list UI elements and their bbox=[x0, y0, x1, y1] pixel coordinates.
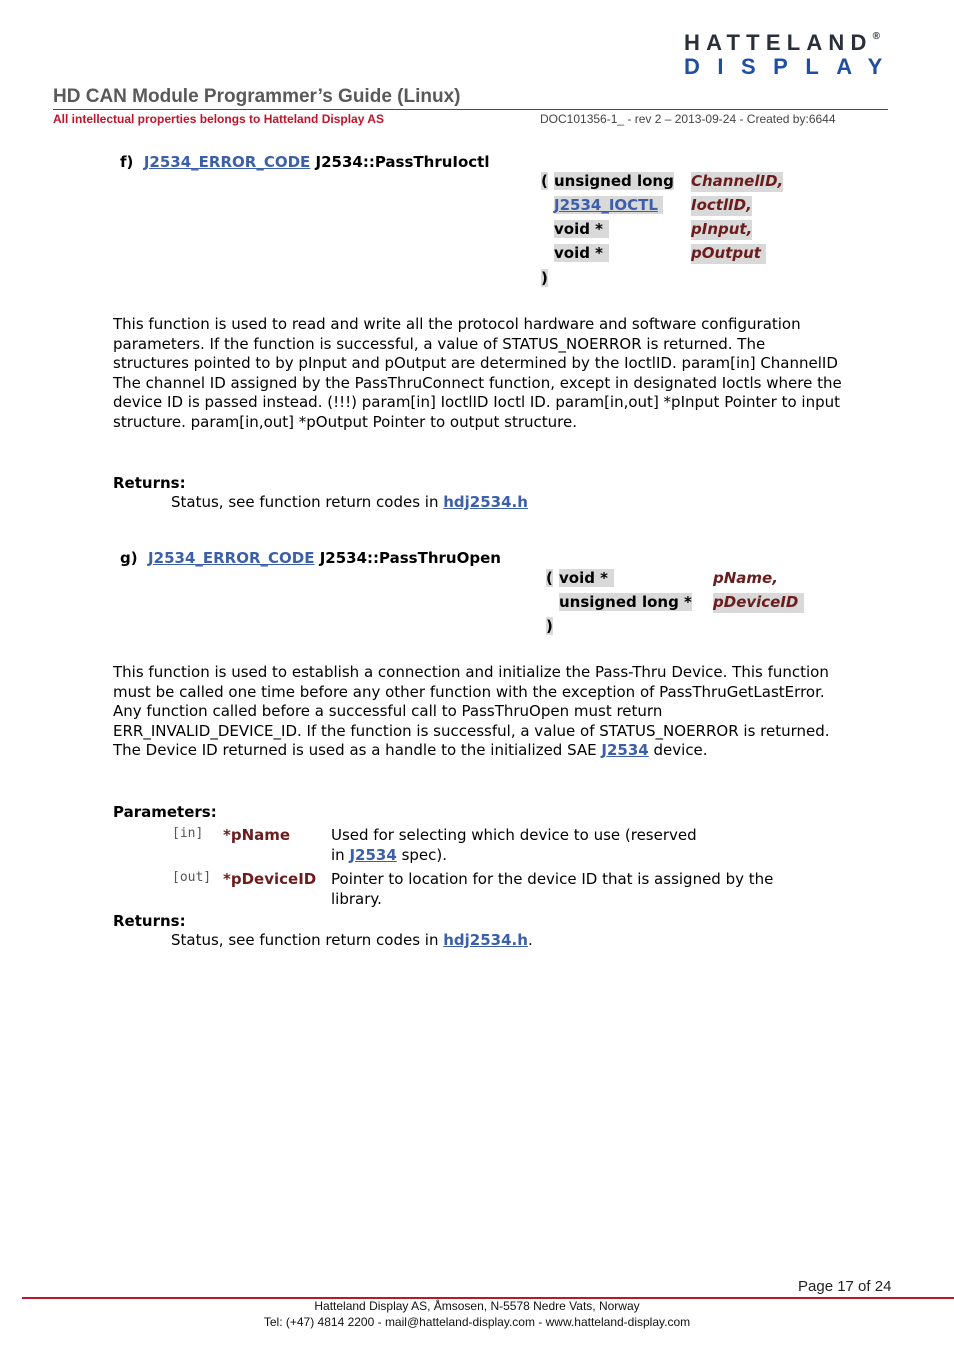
section-f-param-name-1: ChannelID, bbox=[691, 172, 784, 190]
page-number: Page 17 of 24 bbox=[798, 1278, 892, 1295]
section-f-param-type-4: void * bbox=[554, 244, 609, 262]
section-g-marker: g) bbox=[120, 549, 138, 567]
param-dir-in: [in] bbox=[172, 826, 204, 841]
section-g-return-type-link[interactable]: J2534_ERROR_CODE bbox=[148, 549, 315, 567]
section-g-open-paren: ( bbox=[546, 569, 553, 587]
j2534-link[interactable]: J2534 bbox=[601, 741, 649, 759]
param-name-pdeviceid: *pDeviceID bbox=[223, 870, 317, 888]
footer-address: Hatteland Display AS, Åmsosen, N-5578 Nedre Vats, Norway bbox=[314, 1299, 640, 1313]
param-name-pname: *pName bbox=[223, 826, 291, 844]
section-g-param-name-1: pName, bbox=[713, 569, 778, 587]
section-g-description: This function is used to establish a connection and initialize the Pass-Thru Device. This function must be called one time before any other function with the exception of PassThruGetLastError. Any function called before a successful call to PassThruOpen must return ERR_INVALID_DEVICE_ID. If the function is successful, a value of STATUS_NOERROR is returned. The Device ID returned is used as a handle to the initialized SAE J2534 device. bbox=[113, 663, 830, 759]
section-f-param-type-3: void * bbox=[554, 220, 609, 238]
logo-hatteland: HATTELAND® bbox=[684, 30, 880, 55]
param-desc-pdeviceid: Pointer to location for the device ID that is assigned by the library. bbox=[331, 870, 774, 908]
j2534-ioctl-link[interactable]: J2534_IOCTL bbox=[554, 196, 658, 214]
section-f-param-type-2 bbox=[554, 196, 663, 214]
section-g-param-type-1: void * bbox=[559, 569, 614, 587]
section-g-signature bbox=[120, 549, 501, 567]
doc-reference: DOC101356-1_ - rev 2 – 2013-09-24 - Created by:6644 bbox=[540, 112, 836, 126]
section-f-param-name-2: IoctlID, bbox=[691, 196, 752, 214]
document-title: HD CAN Module Programmer’s Guide (Linux) bbox=[53, 86, 461, 107]
section-f-returns-text: Status, see function return codes in hdj2534.h bbox=[171, 493, 528, 511]
param-desc-pname: Used for selecting which device to use (reserved in J2534 spec). bbox=[331, 826, 697, 864]
section-f-return-type-link[interactable]: J2534_ERROR_CODE bbox=[143, 153, 311, 171]
section-g-param-name-2: pDeviceID bbox=[713, 593, 804, 613]
section-g-param-type-2: unsigned long * bbox=[559, 593, 692, 611]
header-rule bbox=[53, 109, 888, 110]
hdj2534-link-2[interactable]: hdj2534.h bbox=[443, 931, 528, 949]
section-g-close-paren: ) bbox=[546, 617, 553, 635]
section-f-signature bbox=[120, 153, 490, 171]
section-f-close-paren: ) bbox=[541, 269, 548, 287]
section-g-returns-text: Status, see function return codes in hdj2534.h. bbox=[171, 931, 533, 949]
ip-notice: All intellectual properties belongs to Hatteland Display AS bbox=[53, 112, 384, 126]
section-f-param-type-1: unsigned long bbox=[554, 172, 674, 190]
section-f-marker: f) bbox=[120, 153, 134, 171]
section-g-parameters-label: Parameters: bbox=[113, 803, 217, 821]
hdj2534-link[interactable]: hdj2534.h bbox=[443, 493, 528, 511]
section-f-function-name: J2534::PassThruIoctl bbox=[315, 153, 490, 171]
section-f-param-name-4: pOutput bbox=[691, 244, 766, 264]
section-f-description: This function is used to read and write all the protocol hardware and software configuration parameters. If the function is successful, a value of STATUS_NOERROR is returned. The structures pointed to by pInput and pOutput are determined by the IoctlID. param[in] ChannelID The channel ID assigned by the PassThruConnect function, except in designated Ioctls where the device ID is passed instead. (!!!) param[in] IoctlID Ioctl ID. param[in,out] *pInput Pointer to input structure. param[in,out] *pOutput Pointer to output structure. bbox=[113, 315, 842, 431]
section-f-returns-label: Returns: bbox=[113, 474, 186, 492]
logo-display: DISPLAY bbox=[684, 54, 900, 79]
section-g-returns-label: Returns: bbox=[113, 912, 186, 930]
param-dir-out: [out] bbox=[172, 870, 212, 885]
section-g-function-name: J2534::PassThruOpen bbox=[319, 549, 501, 567]
footer-contact: Tel: (+47) 4814 2200 - mail@hatteland-display.com - www.hatteland-display.com bbox=[263, 1315, 691, 1329]
section-f-open-paren: ( bbox=[541, 172, 548, 190]
j2534-spec-link[interactable]: J2534 bbox=[349, 845, 397, 864]
section-f-param-name-3: pInput, bbox=[691, 220, 753, 238]
